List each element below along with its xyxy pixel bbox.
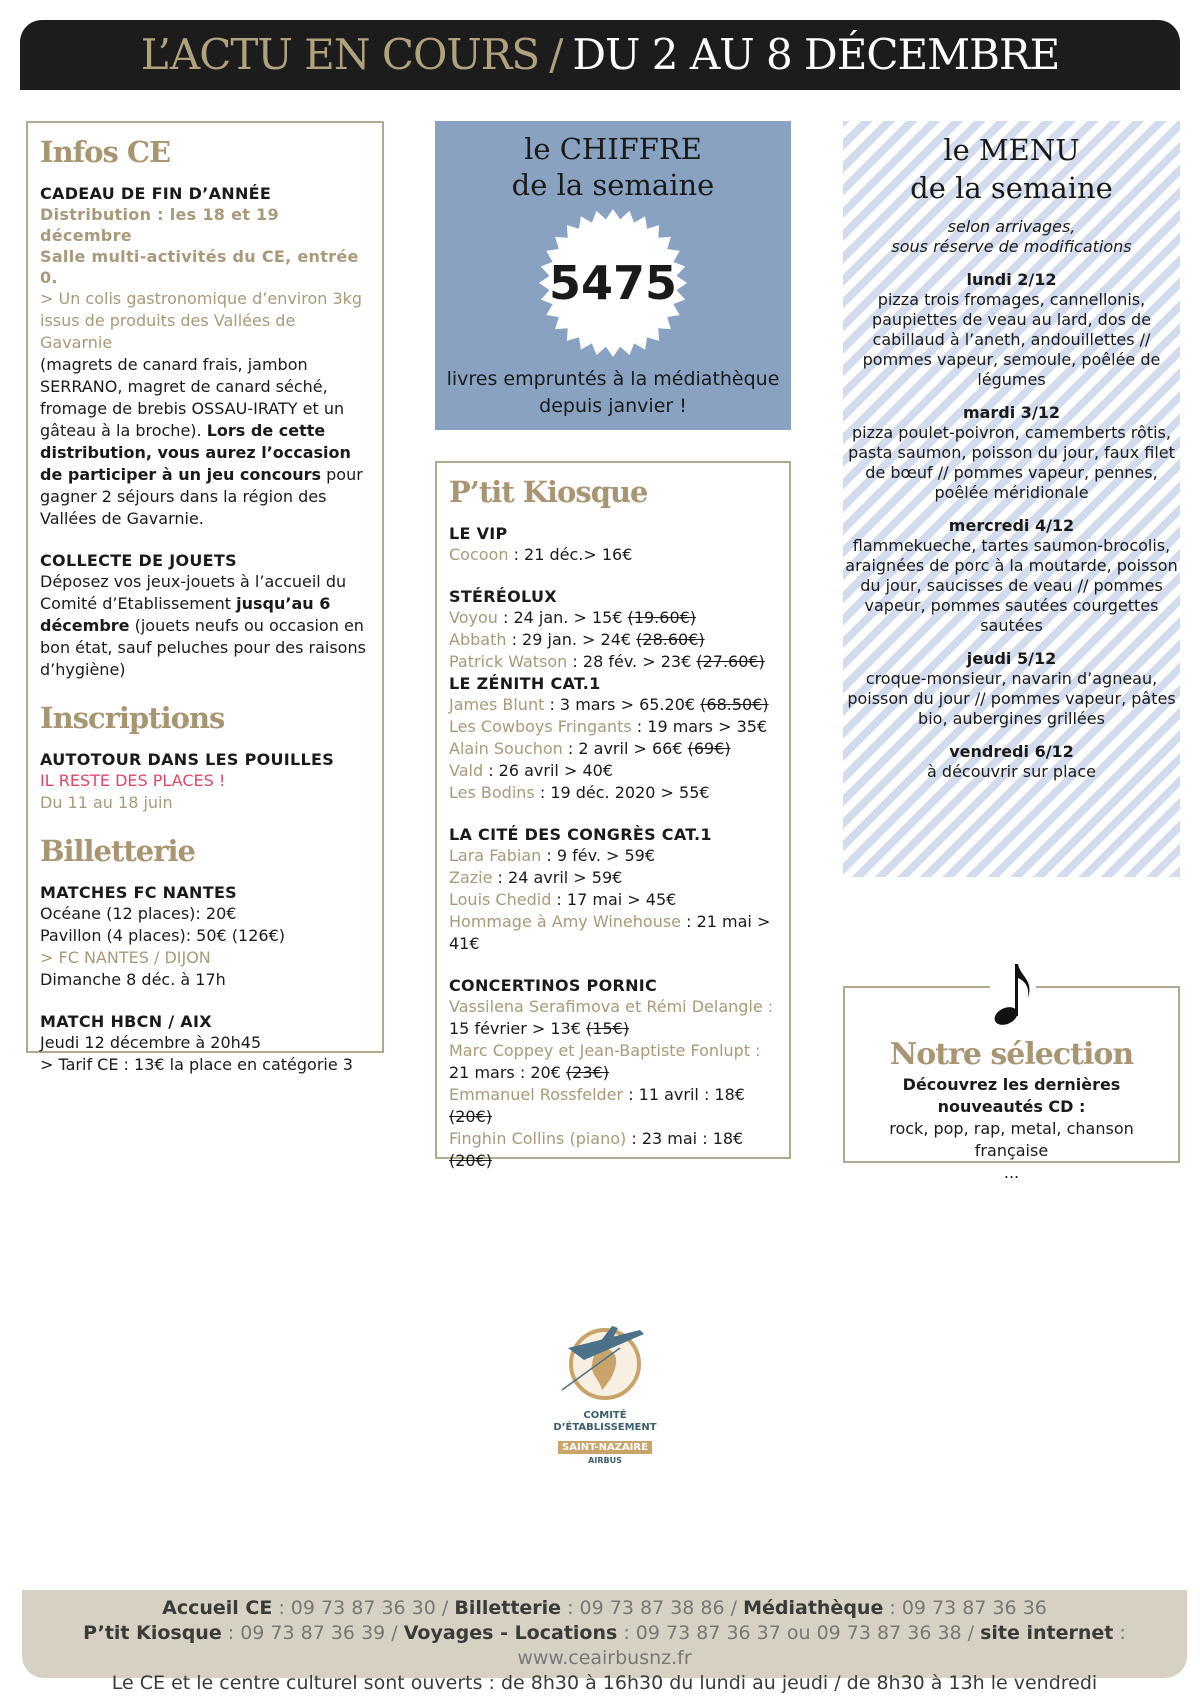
selection-dots: ... xyxy=(1003,1163,1020,1182)
autotour-block xyxy=(40,749,370,814)
collecte-text1: Déposez vos jeux-jouets à l’accueil du Comité d’Etablissement xyxy=(40,572,347,613)
event-info: : 28 fév. > 23€ xyxy=(567,652,697,671)
logo-line3: AIRBUS xyxy=(588,1456,622,1465)
zenith-title: LE ZÉNITH CAT.1 xyxy=(449,674,601,693)
event-name: Voyou xyxy=(449,608,498,627)
menu-subtitle xyxy=(843,217,1180,257)
old-price: (27.60€) xyxy=(696,652,765,671)
music-note-icon xyxy=(990,958,1036,1028)
fcn-line1: Océane (12 places): 20€ xyxy=(40,904,237,923)
footer-accueil-number: : 09 73 87 36 30 xyxy=(272,1597,436,1619)
infos-column xyxy=(26,121,384,1074)
old-price: (68.50€) xyxy=(700,695,769,714)
event-name: Finghin Collins (piano) xyxy=(449,1129,627,1148)
cadeau-bold: Lors de cette distribution, vous aurez l’occasion de participer à un jeu concours xyxy=(40,421,351,484)
page-header xyxy=(20,20,1180,90)
menu-title2: de la semaine xyxy=(910,171,1113,205)
menu-day: mardi 3/12 xyxy=(962,403,1061,422)
menu-sub1: selon arrivages, xyxy=(947,217,1076,236)
chiffre-caption2: depuis janvier ! xyxy=(539,395,687,417)
event-name: Les Cowboys Fringants xyxy=(449,717,632,736)
kiosque-congres xyxy=(449,824,777,955)
cadeau-distribution: Distribution : les 18 et 19 décembre xyxy=(40,205,279,245)
footer-kiosque-number: : 09 73 87 36 39 xyxy=(221,1622,386,1644)
autotour-dates: Du 11 au 18 juin xyxy=(40,793,173,812)
kiosque-row xyxy=(449,996,777,1018)
event-name: Louis Chedid xyxy=(449,890,552,909)
vip-title: LE VIP xyxy=(449,524,508,543)
menu-dishes: pizza trois fromages, cannellonis, paupiettes de veau au lard, dos de cabillaud à l’aneth, andouillettes // pommes vapeur, semoule, poêlée de légumes xyxy=(862,290,1161,389)
footer-sep: / xyxy=(724,1597,744,1619)
kiosque-row xyxy=(449,867,777,889)
menu-sub2: sous réserve de modifications xyxy=(891,237,1132,256)
event-name: James Blunt xyxy=(449,695,545,714)
billetterie-title: Billetterie xyxy=(40,834,195,868)
old-price: (15€) xyxy=(586,1019,630,1038)
kiosque-stereolux xyxy=(449,586,777,673)
menu-day: jeudi 5/12 xyxy=(966,649,1057,668)
kiosque-vip xyxy=(449,523,777,566)
header-title-right: DU 2 AU 8 DÉCEMBRE xyxy=(572,30,1060,79)
menu-dishes: croque-monsieur, navarin d’agneau, poisson du jour // pommes vapeur, pâtes bio, aubergines grillées xyxy=(847,669,1176,728)
fcn-title: MATCHES FC NANTES xyxy=(40,883,238,902)
selection-title: Notre sélection xyxy=(889,1037,1134,1072)
collecte-block xyxy=(40,550,370,681)
fcn-line4: Dimanche 8 déc. à 17h xyxy=(40,970,226,989)
collecte-text xyxy=(40,571,370,681)
kiosque-row xyxy=(449,845,777,867)
footer-mediatheque-label: Médiathèque xyxy=(743,1597,884,1619)
cadeau-rest: pour gagner 2 séjours dans la région des Vallées de Gavarnie. xyxy=(40,465,363,528)
kiosque-title: P’tit Kiosque xyxy=(449,475,648,509)
chiffre-title1: le CHIFFRE xyxy=(524,132,702,166)
event-info: : 29 jan. > 24€ xyxy=(506,630,637,649)
menu-days xyxy=(843,269,1180,782)
event-name: Emmanuel Rossfelder xyxy=(449,1085,624,1104)
kiosque-row xyxy=(449,782,777,804)
header-title-left: L’ACTU EN COURS xyxy=(140,30,540,79)
kiosque-row xyxy=(449,716,777,738)
kiosque-row xyxy=(449,1084,777,1128)
kiosque-zenith xyxy=(449,673,777,804)
menu-day: lundi 2/12 xyxy=(966,270,1057,289)
kiosque-row xyxy=(449,889,777,911)
old-price: (28.60€) xyxy=(636,630,705,649)
old-price: (19.60€) xyxy=(627,608,697,627)
event-info: : 21 mai > 41€ xyxy=(449,912,771,953)
menu-dishes: à découvrir sur place xyxy=(927,762,1096,781)
event-name: Abbath xyxy=(449,630,507,649)
footer-sep: / xyxy=(385,1622,404,1644)
footer-sep: / xyxy=(435,1597,455,1619)
logo-line2: SAINT-NAZAIRE xyxy=(558,1441,652,1454)
hbcn-line2: > Tarif CE : 13€ la place en catégorie 3 xyxy=(40,1055,353,1074)
event-name: Hommage à Amy Winehouse xyxy=(449,912,682,931)
event-name: Lara Fabian xyxy=(449,846,542,865)
footer-billetterie-label: Billetterie xyxy=(454,1597,562,1619)
footer-line2 xyxy=(22,1621,1187,1671)
hbcn-line1: Jeudi 12 décembre à 20h45 xyxy=(40,1033,262,1052)
event-name: Alain Souchon xyxy=(449,739,563,758)
logo-line1: COMITÉ D’ÉTABLISSEMENT xyxy=(553,1410,657,1433)
fcn-line2: Pavillon (4 places): 50€ (126€) xyxy=(40,926,285,945)
cadeau-details: (magrets de canard frais, jambon SERRANO, magret de canard séché, fromage de brebis OSSAU-IRATY et un gâteau à la broche). xyxy=(40,355,345,440)
event-info: : 2 avril > 66€ xyxy=(562,739,688,758)
chiffre-caption1: livres empruntés à la médiathèque xyxy=(446,368,780,390)
hbcn-title: MATCH HBCN / AIX xyxy=(40,1012,212,1031)
cadeau-text xyxy=(40,354,370,530)
event-info: 21 mars : 20€ xyxy=(449,1063,566,1082)
event-info: : 26 avril > 40€ xyxy=(483,761,613,780)
chiffre-panel xyxy=(435,121,791,430)
ce-logo xyxy=(535,1320,675,1465)
footer-voyages-number: : 09 73 87 36 37 ou 09 73 87 36 38 xyxy=(617,1622,962,1644)
chiffre-number: 5475 xyxy=(548,256,678,310)
event-info: : 24 jan. > 15€ xyxy=(497,608,628,627)
kiosque-row xyxy=(449,629,777,651)
event-info: : 23 mai : 18€ xyxy=(626,1129,744,1148)
event-info: : 17 mai > 45€ xyxy=(551,890,677,909)
inscriptions-title: Inscriptions xyxy=(40,701,225,735)
menu-title xyxy=(843,121,1180,207)
kiosque-row xyxy=(449,760,777,782)
kiosque-row xyxy=(449,738,777,760)
congres-title: LA CITÉ DES CONGRÈS CAT.1 xyxy=(449,825,712,844)
event-name: Cocoon xyxy=(449,545,509,564)
footer-accueil-label: Accueil CE xyxy=(162,1597,273,1619)
stereolux-title: STÉRÉOLUX xyxy=(449,587,557,606)
selection-sub: Découvrez les dernières nouveautés CD : xyxy=(902,1075,1121,1116)
event-info: : 19 déc. 2020 > 55€ xyxy=(534,783,710,802)
event-info: : 11 avril : 18€ xyxy=(623,1085,745,1104)
pornic-title: CONCERTINOS PORNIC xyxy=(449,976,658,995)
event-name: Vassilena Serafimova et Rémi Delangle : xyxy=(449,997,774,1016)
cadeau-block xyxy=(40,183,370,530)
event-info: : 3 mars > 65.20€ xyxy=(544,695,701,714)
kiosque-row xyxy=(449,1062,777,1084)
event-name: Zazie xyxy=(449,868,493,887)
menu-dishes: flammekueche, tartes saumon-brocolis, araignées de porc à la moutarde, poisson du jour, saucisses de veau // pommes vapeur, pommes sautées courgettes sautées xyxy=(845,536,1178,635)
menu-day: mercredi 4/12 xyxy=(948,516,1075,535)
menu-panel xyxy=(843,121,1180,877)
footer-mediatheque-number: : 09 73 87 36 36 xyxy=(883,1597,1047,1619)
menu-title1: le MENU xyxy=(943,133,1080,167)
cadeau-salle: Salle multi-activités du CE, entrée 0. xyxy=(40,247,359,287)
menu-dishes: pizza poulet-poivron, camemberts rôtis, pasta saumon, poisson du jour, faux filet de bœuf // pommes vapeur, pennes, poêlée méridionale xyxy=(848,423,1175,502)
event-info: : 21 déc.> 16€ xyxy=(508,545,633,564)
cadeau-title: CADEAU DE FIN D’ANNÉE xyxy=(40,184,272,203)
globe-plane-icon xyxy=(560,1320,650,1402)
collecte-bold: jusqu’au 6 décembre xyxy=(40,594,331,635)
footer-line1 xyxy=(22,1596,1187,1621)
kiosque-panel xyxy=(435,461,791,1170)
autotour-title: AUTOTOUR DANS LES POUILLES xyxy=(40,750,335,769)
kiosque-pornic xyxy=(449,975,777,1172)
footer-voyages-label: Voyages - Locations xyxy=(403,1622,618,1644)
event-name: Marc Coppey et Jean-Baptiste Fonlupt : xyxy=(449,1041,761,1060)
cadeau-colis: > Un colis gastronomique d’environ 3kg issus de produits des Vallées de Gavarnie xyxy=(40,289,363,352)
kiosque-row xyxy=(449,1018,777,1040)
autotour-alert: IL RESTE DES PLACES ! xyxy=(40,771,226,790)
old-price: (20€) xyxy=(449,1107,493,1126)
kiosque-row xyxy=(449,1040,777,1062)
old-price: (69€) xyxy=(687,739,731,758)
collecte-text2: (jouets neufs ou occasion en bon état, sauf peluches pour des raisons d’hygiène) xyxy=(40,616,366,679)
event-info: 15 février > 13€ xyxy=(449,1019,587,1038)
collecte-title: COLLECTE DE JOUETS xyxy=(40,551,237,570)
kiosque-row xyxy=(449,607,777,629)
old-price: (23€) xyxy=(565,1063,609,1082)
event-info: : 9 fév. > 59€ xyxy=(541,846,656,865)
chiffre-title2: de la semaine xyxy=(511,168,715,202)
event-name: Patrick Watson xyxy=(449,652,568,671)
footer-site-label: site internet xyxy=(980,1622,1114,1644)
kiosque-row xyxy=(449,1128,777,1172)
chiffre-title xyxy=(435,121,791,203)
selection-text: rock, pop, rap, metal, chanson française xyxy=(889,1119,1134,1160)
footer-hours: Le CE et le centre culturel sont ouverts : de 8h30 à 16h30 du lundi au jeudi / de 8h30 à 13h le vendredi xyxy=(111,1672,1098,1694)
kiosque-row xyxy=(449,544,777,566)
event-info: : 24 avril > 59€ xyxy=(492,868,623,887)
fcn-line3: > FC NANTES / DIJON xyxy=(40,948,211,967)
hbcn-block xyxy=(40,1011,370,1076)
kiosque-row xyxy=(449,694,777,716)
kiosque-row xyxy=(449,911,777,955)
menu-day: vendredi 6/12 xyxy=(949,742,1074,761)
footer-site-link[interactable]: : www.ceairbusnz.fr xyxy=(517,1622,1126,1669)
event-name: Les Bodins xyxy=(449,783,535,802)
event-name: Vald xyxy=(449,761,484,780)
header-separator: / xyxy=(549,30,563,79)
footer-billetterie-number: : 09 73 87 38 86 xyxy=(561,1597,725,1619)
old-price: (20€) xyxy=(449,1151,493,1170)
chiffre-caption xyxy=(435,366,791,420)
fcn-block xyxy=(40,882,370,991)
infos-title: Infos CE xyxy=(40,135,171,169)
page-footer xyxy=(22,1590,1187,1694)
event-info: : 19 mars > 35€ xyxy=(631,717,768,736)
footer-sep: / xyxy=(961,1622,981,1644)
footer-kiosque-label: P’tit Kiosque xyxy=(83,1622,222,1644)
kiosque-row xyxy=(449,651,777,673)
